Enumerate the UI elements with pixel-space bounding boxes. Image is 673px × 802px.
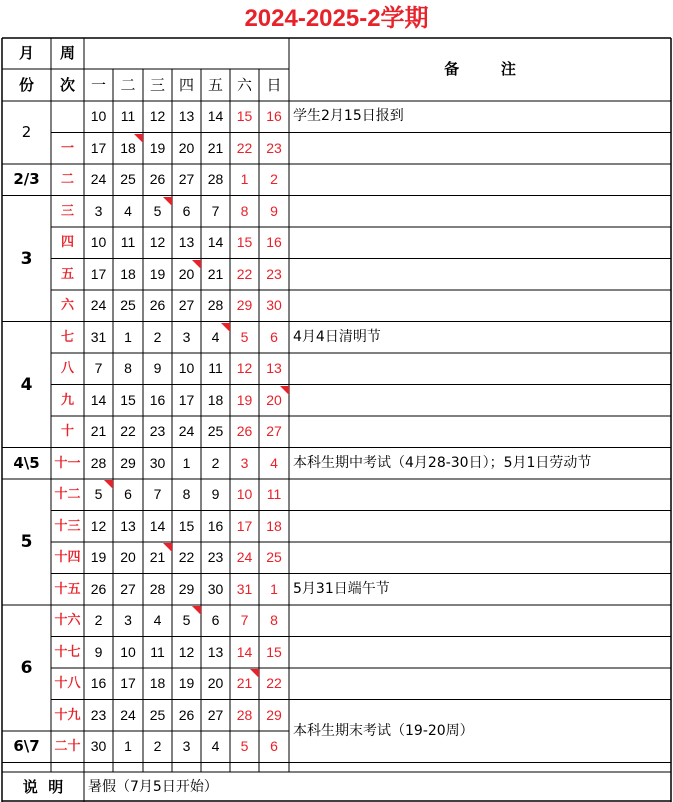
day-cell: 11 (120, 234, 136, 250)
day-cell: 16 (266, 108, 282, 124)
day-cell: 8 (182, 486, 191, 502)
week-number: 十三 (54, 518, 81, 534)
week-number: 五 (60, 266, 74, 282)
day-cell: 14 (207, 234, 224, 250)
day-cell: 23 (149, 423, 166, 439)
day-cell: 16 (207, 517, 224, 534)
week-number: 十四 (54, 550, 81, 565)
day-cell: 28 (90, 454, 107, 471)
day-cell: 8 (270, 612, 278, 628)
day-cell: 5 (94, 486, 103, 502)
day-cell: 5 (182, 612, 191, 628)
day-cell: 10 (120, 643, 136, 660)
day-cell: 19 (178, 675, 195, 691)
day-cell: 5 (153, 202, 162, 219)
day-cell: 11 (150, 643, 165, 660)
day-cell: 27 (207, 706, 224, 723)
day-cell: 26 (236, 423, 253, 439)
day-cell: 20 (178, 265, 195, 282)
day-cell: 5 (240, 328, 249, 345)
day-cell: 27 (178, 297, 195, 313)
day-cell: 21 (236, 675, 253, 691)
day-cell: 14 (207, 108, 224, 124)
week-number: 十八 (54, 676, 81, 691)
day-cell: 14 (236, 643, 253, 660)
header-weekday: 四 (178, 76, 194, 94)
month-label: 3 (20, 248, 33, 269)
day-cell: 22 (236, 139, 253, 156)
week-number: 八 (60, 361, 74, 376)
day-cell: 1 (124, 328, 132, 345)
day-cell: 8 (240, 202, 249, 219)
day-cell: 17 (90, 139, 107, 156)
week-number: 二十 (54, 739, 81, 754)
day-cell: 15 (236, 234, 253, 250)
day-cell: 20 (207, 675, 224, 691)
day-cell: 1 (270, 580, 278, 597)
day-cell: 15 (178, 517, 195, 534)
day-cell: 29 (266, 706, 282, 723)
day-cell: 3 (240, 454, 249, 471)
day-cell: 5 (240, 738, 249, 754)
day-cell: 28 (149, 580, 166, 597)
week-number (51, 101, 84, 133)
header-remarks: 备 注 (444, 60, 516, 78)
day-cell: 31 (90, 328, 107, 345)
week-number: 十九 (54, 707, 81, 723)
remark-text: 学生2月15日报到 (293, 108, 404, 124)
week-number: 九 (60, 392, 74, 408)
day-cell: 18 (120, 265, 136, 282)
week-number: 一 (60, 140, 74, 156)
day-cell: 24 (236, 549, 253, 565)
day-cell: 20 (266, 391, 282, 408)
day-cell: 9 (153, 360, 162, 376)
red-corner-marker (104, 480, 113, 489)
day-cell: 19 (149, 265, 166, 282)
day-cell: 21 (207, 139, 224, 156)
week-number: 六 (60, 298, 74, 313)
day-cell: 24 (178, 423, 195, 439)
header-weekday: 五 (207, 76, 223, 94)
day-cell: 7 (240, 612, 249, 628)
day-cell: 17 (120, 675, 136, 691)
day-cell: 2 (153, 328, 162, 345)
header-weekday: 一 (90, 76, 106, 94)
day-cell: 2 (94, 612, 103, 628)
day-cell: 15 (236, 108, 253, 124)
day-cell: 22 (266, 675, 282, 691)
month-label: 4\5 (13, 453, 40, 472)
red-corner-marker (192, 606, 201, 615)
day-cell: 19 (149, 139, 166, 156)
day-cell: 6 (211, 612, 220, 628)
day-cell: 31 (236, 580, 253, 597)
day-cell: 18 (207, 391, 224, 408)
header-week-bottom: 次 (59, 76, 75, 94)
day-cell: 3 (94, 202, 103, 219)
footer-label: 说 明 (22, 778, 64, 796)
day-cell: 13 (178, 108, 195, 124)
day-cell: 14 (149, 517, 166, 534)
day-cell: 25 (120, 297, 136, 313)
day-cell: 9 (270, 202, 278, 219)
month-label: 6 (20, 658, 33, 678)
remark-text: 5月31日端午节 (293, 580, 390, 597)
day-cell: 25 (149, 706, 166, 723)
day-cell: 28 (207, 297, 224, 313)
day-cell: 10 (178, 360, 195, 376)
remark-final-exam: 本科生期末考试（19-20周） (293, 722, 474, 739)
day-cell: 24 (120, 706, 136, 723)
footer-text: 暑假（7月5日开始） (88, 779, 218, 795)
day-cell: 11 (208, 360, 223, 376)
day-cell: 1 (182, 454, 191, 471)
day-cell: 17 (236, 517, 253, 534)
day-cell: 20 (120, 549, 136, 565)
day-cell: 18 (149, 675, 166, 691)
red-corner-marker (280, 386, 289, 395)
week-number: 十一 (54, 455, 81, 471)
day-cell: 21 (90, 423, 107, 439)
day-cell: 9 (211, 486, 220, 502)
day-cell: 13 (207, 643, 224, 660)
day-cell: 11 (120, 108, 136, 124)
day-cell: 3 (182, 738, 191, 754)
month-label: 6\7 (13, 737, 40, 755)
day-cell: 13 (120, 517, 136, 534)
day-cell: 6 (182, 202, 191, 219)
day-cell: 4 (270, 454, 278, 471)
day-cell: 10 (236, 486, 253, 502)
week-number: 十二 (54, 487, 81, 502)
month-label: 4 (20, 374, 33, 395)
day-cell: 30 (266, 297, 282, 313)
day-cell: 9 (94, 643, 103, 660)
day-cell: 29 (120, 454, 136, 471)
day-cell: 30 (207, 580, 224, 597)
day-cell: 13 (266, 360, 282, 376)
header-weekday: 二 (120, 76, 136, 94)
day-cell: 17 (90, 265, 107, 282)
day-cell: 22 (236, 265, 253, 282)
day-cell: 27 (120, 580, 136, 597)
day-cell: 8 (124, 360, 132, 376)
day-cell: 27 (178, 171, 195, 187)
day-cell: 28 (236, 706, 253, 723)
day-cell: 1 (240, 171, 249, 187)
header-month-top: 月 (18, 44, 34, 62)
day-cell: 27 (266, 423, 282, 439)
week-number: 七 (60, 329, 74, 345)
day-cell: 23 (90, 706, 107, 723)
day-cell: 12 (149, 108, 166, 124)
week-number: 四 (60, 235, 74, 250)
day-cell: 24 (90, 297, 107, 313)
day-cell: 10 (90, 234, 107, 250)
remark-text: 4月4日清明节 (293, 328, 381, 345)
day-cell: 20 (178, 139, 195, 156)
day-cell: 24 (90, 171, 107, 187)
day-cell: 6 (124, 486, 132, 502)
day-cell: 25 (266, 549, 282, 565)
day-cell: 3 (124, 612, 132, 628)
day-cell: 23 (266, 265, 282, 282)
day-cell: 18 (120, 139, 136, 156)
day-cell: 15 (266, 643, 282, 660)
day-cell: 16 (90, 675, 107, 691)
red-corner-marker (163, 197, 172, 206)
header-weekday: 六 (236, 76, 252, 94)
day-cell: 30 (149, 454, 166, 471)
day-cell: 15 (120, 391, 136, 408)
day-cell: 16 (266, 234, 282, 250)
red-corner-marker (163, 543, 172, 552)
day-cell: 11 (266, 486, 282, 502)
day-cell: 23 (266, 139, 282, 156)
day-cell: 26 (178, 706, 195, 723)
week-number: 二 (60, 172, 74, 187)
day-cell: 18 (266, 517, 282, 534)
day-cell: 21 (207, 265, 224, 282)
week-number: 十六 (54, 613, 81, 628)
day-cell: 4 (211, 738, 220, 754)
day-cell: 14 (90, 391, 107, 408)
day-cell: 19 (90, 549, 107, 565)
day-cell: 6 (270, 328, 278, 345)
day-cell: 21 (149, 549, 166, 565)
day-cell: 12 (90, 517, 107, 534)
header-weekday: 日 (266, 76, 282, 94)
day-cell: 12 (149, 234, 166, 250)
day-cell: 26 (149, 171, 166, 187)
day-cell: 12 (236, 360, 253, 376)
header-week-top: 周 (59, 44, 75, 62)
red-corner-marker (221, 323, 230, 332)
day-cell: 22 (120, 423, 136, 439)
page-title: 2024-2025-2学期 (244, 5, 429, 32)
week-number: 十 (60, 424, 74, 439)
day-cell: 3 (182, 328, 191, 345)
day-cell: 7 (94, 360, 103, 376)
day-cell: 4 (153, 612, 162, 628)
header-month-bottom: 份 (18, 76, 34, 94)
day-cell: 2 (211, 454, 220, 471)
day-cell: 25 (207, 423, 224, 439)
day-cell: 17 (178, 391, 195, 408)
day-cell: 12 (178, 643, 195, 660)
red-corner-marker (192, 260, 201, 269)
day-cell: 13 (178, 234, 195, 250)
month-label: 5 (20, 532, 33, 552)
day-cell: 2 (270, 171, 278, 187)
day-cell: 26 (90, 580, 107, 597)
day-cell: 23 (207, 549, 224, 565)
day-cell: 1 (124, 738, 132, 754)
day-cell: 19 (236, 391, 253, 408)
day-cell: 29 (178, 580, 195, 597)
red-corner-marker (250, 669, 259, 678)
day-cell: 30 (90, 738, 107, 754)
day-cell: 22 (178, 549, 195, 565)
day-cell: 4 (211, 328, 220, 345)
red-corner-marker (134, 134, 143, 143)
month-label: 2 (21, 123, 32, 141)
day-cell: 4 (124, 202, 132, 219)
day-cell: 28 (207, 171, 224, 187)
week-number: 十五 (54, 581, 81, 597)
day-cell: 16 (149, 391, 166, 408)
day-cell: 29 (236, 297, 253, 313)
day-cell: 2 (153, 738, 162, 754)
week-number: 十七 (54, 644, 81, 660)
header-weekday: 三 (149, 76, 165, 94)
week-number: 三 (60, 203, 74, 219)
day-cell: 10 (90, 108, 107, 124)
remark-text: 本科生期中考试（4月28-30日）；5月1日劳动节 (293, 454, 592, 471)
month-label: 2/3 (13, 170, 40, 188)
day-cell: 25 (120, 171, 136, 187)
day-cell: 6 (270, 738, 278, 754)
day-cell: 7 (153, 486, 162, 502)
day-cell: 7 (211, 202, 220, 219)
day-cell: 26 (149, 297, 166, 313)
